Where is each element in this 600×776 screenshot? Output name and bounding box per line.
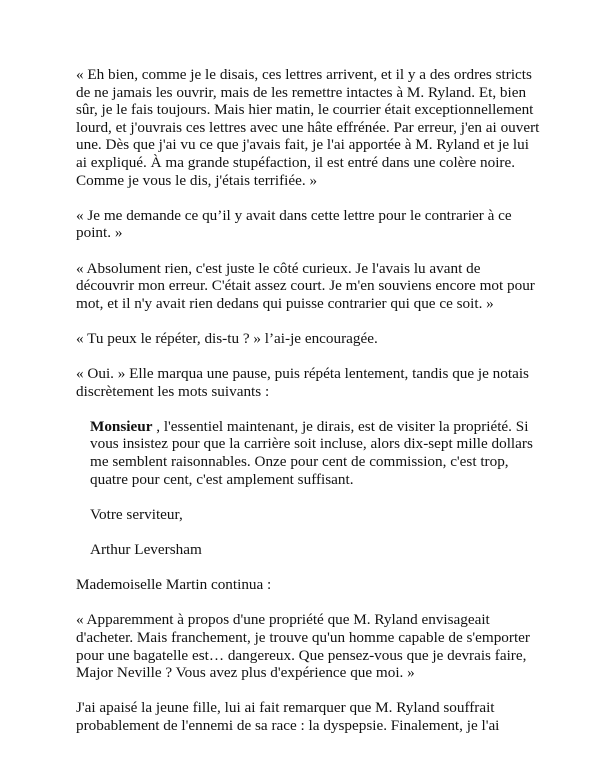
quoted-letter <box>90 418 540 559</box>
paragraph-4: « Tu peux le répéter, dis-tu ? » l’ai-je encouragée. <box>76 329 378 347</box>
paragraph-1: « Eh bien, comme je le disais, ces lettres arrivent, et il y a des ordres stricts de ne jamais les ouvrir, mais de les remettre intactes à M. Ryland. Et, bien sûr, je le fais toujours. Mais hier matin, le courrier était exceptionnellement lourd, et j'ouvrais ces lettres avec une hâte effrénée. Par erreur, j'en ai ouvert une. Dès que j'ai vu ce que j'avais fait, je l'ai apportée à M. Ryland et je lui ai expliqué. À ma grande stupéfaction, il est entré dans une colère noire. Comme je vous le dis, j'étais terrifiée. » <box>76 66 540 189</box>
letter-signature: Arthur Leversham <box>90 541 202 559</box>
letter-body-paragraph <box>90 418 540 488</box>
paragraph-2: « Je me demande ce qu’il y avait dans cette lettre pour le contrarier à ce point. » <box>76 206 512 242</box>
paragraph-3: « Absolument rien, c'est juste le côté curieux. Je l'avais lu avant de découvrir mon erreur. C'était assez court. Je m'en souviens encore mot pour mot, et il n'y avait rien dedans qui puisse contrarier qui que ce soit. » <box>76 259 535 312</box>
paragraph-6: Mademoiselle Martin continua : <box>76 576 272 594</box>
paragraph-8: J'ai apaisé la jeune fille, lui ai fait remarquer que M. Ryland souffrait probablement de l'ennemi de sa race : la dyspepsie. Finalement, je l'ai <box>76 699 500 734</box>
letter-salutation: Monsieur <box>90 417 153 435</box>
letter-body: , l'essentiel maintenant, je dirais, est de visiter la propriété. Si vous insistez pour que la carrière soit incluse, alors dix-sept mille dollars me semblent raisonnables. Onze pour cent de commission, c'est trop, quatre pour cent, c'est amplement suffisant. <box>90 417 533 488</box>
document-page <box>76 66 540 752</box>
paragraph-5: « Oui. » Elle marqua une pause, puis répéta lentement, tandis que je notais discrètement les mots suivants : <box>76 365 529 400</box>
paragraph-7: « Apparemment à propos d'une propriété que M. Ryland envisageait d'acheter. Mais franchement, je trouve qu'un homme capable de s'emporter pour une bagatelle est… dangereux. Que pensez-vous que je devrais faire, Major Neville ? Vous avez plus d'expérience que moi. » <box>76 611 530 682</box>
letter-closing: Votre serviteur, <box>90 505 183 523</box>
